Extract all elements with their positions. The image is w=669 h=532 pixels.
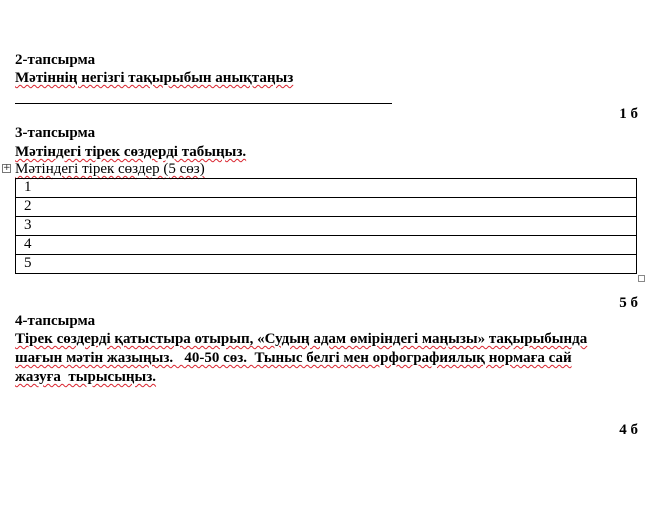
table-cell[interactable]: 2	[16, 198, 637, 217]
table-move-handle-icon[interactable]: +	[3, 163, 11, 173]
task2-score: 1 б	[619, 106, 638, 122]
table-row	[16, 179, 637, 198]
task4-line2: шағын мәтін жазыңыз. 40-50 сөз. Тыныс белгі мен орфографиялық нормаға сай	[15, 350, 572, 366]
keywords-table	[15, 178, 637, 274]
table-cell[interactable]: 4	[16, 236, 637, 255]
table-cell[interactable]: 3	[16, 217, 637, 236]
table-row	[16, 255, 637, 274]
task3-instruction: Мәтіндегі тірек сөздерді табыңыз.	[15, 144, 247, 160]
task3-heading: 3-тапсырма	[15, 125, 96, 141]
task2-instruction: Мәтіннің негізгі тақырыбын анықтаңыз	[15, 70, 294, 86]
table-cell[interactable]: 1	[16, 179, 637, 198]
table-resize-handle-icon[interactable]	[638, 275, 645, 282]
task4-score: 4 б	[619, 422, 638, 438]
table-caption: Мәтіндегі тірек сөздер (5 сөз)	[15, 161, 205, 177]
table-cell[interactable]: 5	[16, 255, 637, 274]
answer-line	[15, 103, 392, 104]
table-row	[16, 217, 637, 236]
table-row	[16, 236, 637, 255]
task4-heading: 4-тапсырма	[15, 313, 96, 329]
task3-score: 5 б	[619, 295, 638, 311]
table-row	[16, 198, 637, 217]
task4-line3: жазуға тырысыңыз.	[15, 369, 157, 385]
task4-line1: Тірек сөздерді қатыстыра отырып, «Судың адам өміріндегі маңызы» тақырыбында	[15, 331, 588, 347]
task2-heading: 2-тапсырма	[15, 52, 96, 68]
